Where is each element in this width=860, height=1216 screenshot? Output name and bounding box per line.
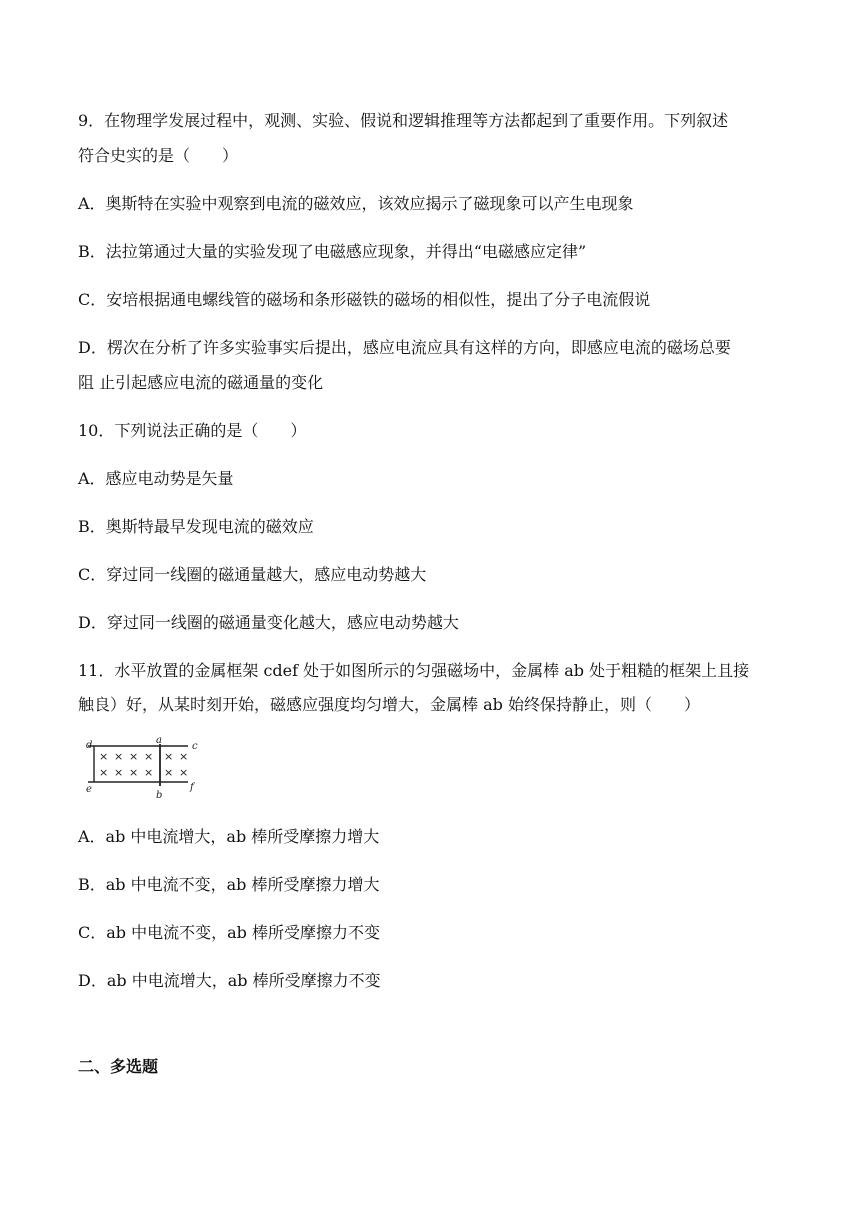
q10-option-d: D．穿过同一线圈的磁通量变化越大，感应电动势越大 xyxy=(78,613,459,632)
q11-option-c: C．ab 中电流不变，ab 棒所受摩擦力不变 xyxy=(78,923,380,942)
label-b: b xyxy=(156,790,163,800)
q11-stem-line1: 11．水平放置的金属框架 cdef 处于如图所示的匀强磁场中，金属棒 ab 处于粗糙的框架上且接 xyxy=(78,661,750,680)
field-x-mark: × xyxy=(129,766,139,779)
q11-option-d: D．ab 中电流增大，ab 棒所受摩擦力不变 xyxy=(78,971,381,990)
q9-stem-line2: 符合史实的是（ ） xyxy=(78,146,239,165)
section-title-multiple-choice: 二、多选题 xyxy=(78,1057,159,1076)
field-x-mark: × xyxy=(164,766,174,779)
q9-option-c: C．安培根据通电螺线管的磁场和条形磁铁的磁场的相似性，提出了分子电流假说 xyxy=(78,290,651,309)
magnetic-field-marks xyxy=(99,750,188,779)
field-x-mark: × xyxy=(144,766,154,779)
q9-option-d-line2: 阻 止引起感应电流的磁通量的变化 xyxy=(78,373,324,392)
label-d: d xyxy=(86,740,93,751)
label-c: c xyxy=(192,741,198,752)
field-x-mark: × xyxy=(99,766,109,779)
field-x-mark: × xyxy=(129,750,139,763)
q11-stem-line2: 触良）好，从某时刻开始，磁感应强度均匀增大，金属棒 ab 始终保持静止，则（ ） xyxy=(78,695,700,714)
field-x-mark: × xyxy=(164,750,174,763)
field-x-mark: × xyxy=(179,750,189,763)
field-x-mark: × xyxy=(114,766,124,779)
field-x-mark: × xyxy=(99,750,109,763)
field-x-mark: × xyxy=(114,750,124,763)
q9-option-a: A．奥斯特在实验中观察到电流的磁效应，该效应揭示了磁现象可以产生电现象 xyxy=(78,194,634,213)
label-e: e xyxy=(86,784,92,795)
field-x-mark: × xyxy=(179,766,189,779)
q9-stem-line1: 9．在物理学发展过程中，观测、实验、假说和逻辑推理等方法都起到了重要作用。下列叙述 xyxy=(78,111,729,130)
field-x-mark: × xyxy=(144,750,154,763)
q10-option-b: B．奥斯特最早发现电流的磁效应 xyxy=(78,517,314,536)
q9-option-b: B．法拉第通过大量的实验发现了电磁感应现象，并得出“电磁感应定律” xyxy=(78,242,587,261)
label-f: f xyxy=(190,782,194,793)
q10-option-c: C．穿过同一线圈的磁通量越大，感应电动势越大 xyxy=(78,565,427,584)
magnetic-frame-figure xyxy=(84,736,204,800)
q9-option-d-line1: D．楞次在分析了许多实验事实后提出，感应电流应具有这样的方向，即感应电流的磁场总要 xyxy=(78,338,731,357)
q11-option-a: A．ab 中电流增大，ab 棒所受摩擦力增大 xyxy=(78,827,380,846)
q11-option-b: B．ab 中电流不变，ab 棒所受摩擦力增大 xyxy=(78,875,380,894)
q10-stem: 10．下列说法正确的是（ ） xyxy=(78,421,307,440)
label-a: a xyxy=(156,736,162,746)
q10-option-a: A．感应电动势是矢量 xyxy=(78,469,234,488)
